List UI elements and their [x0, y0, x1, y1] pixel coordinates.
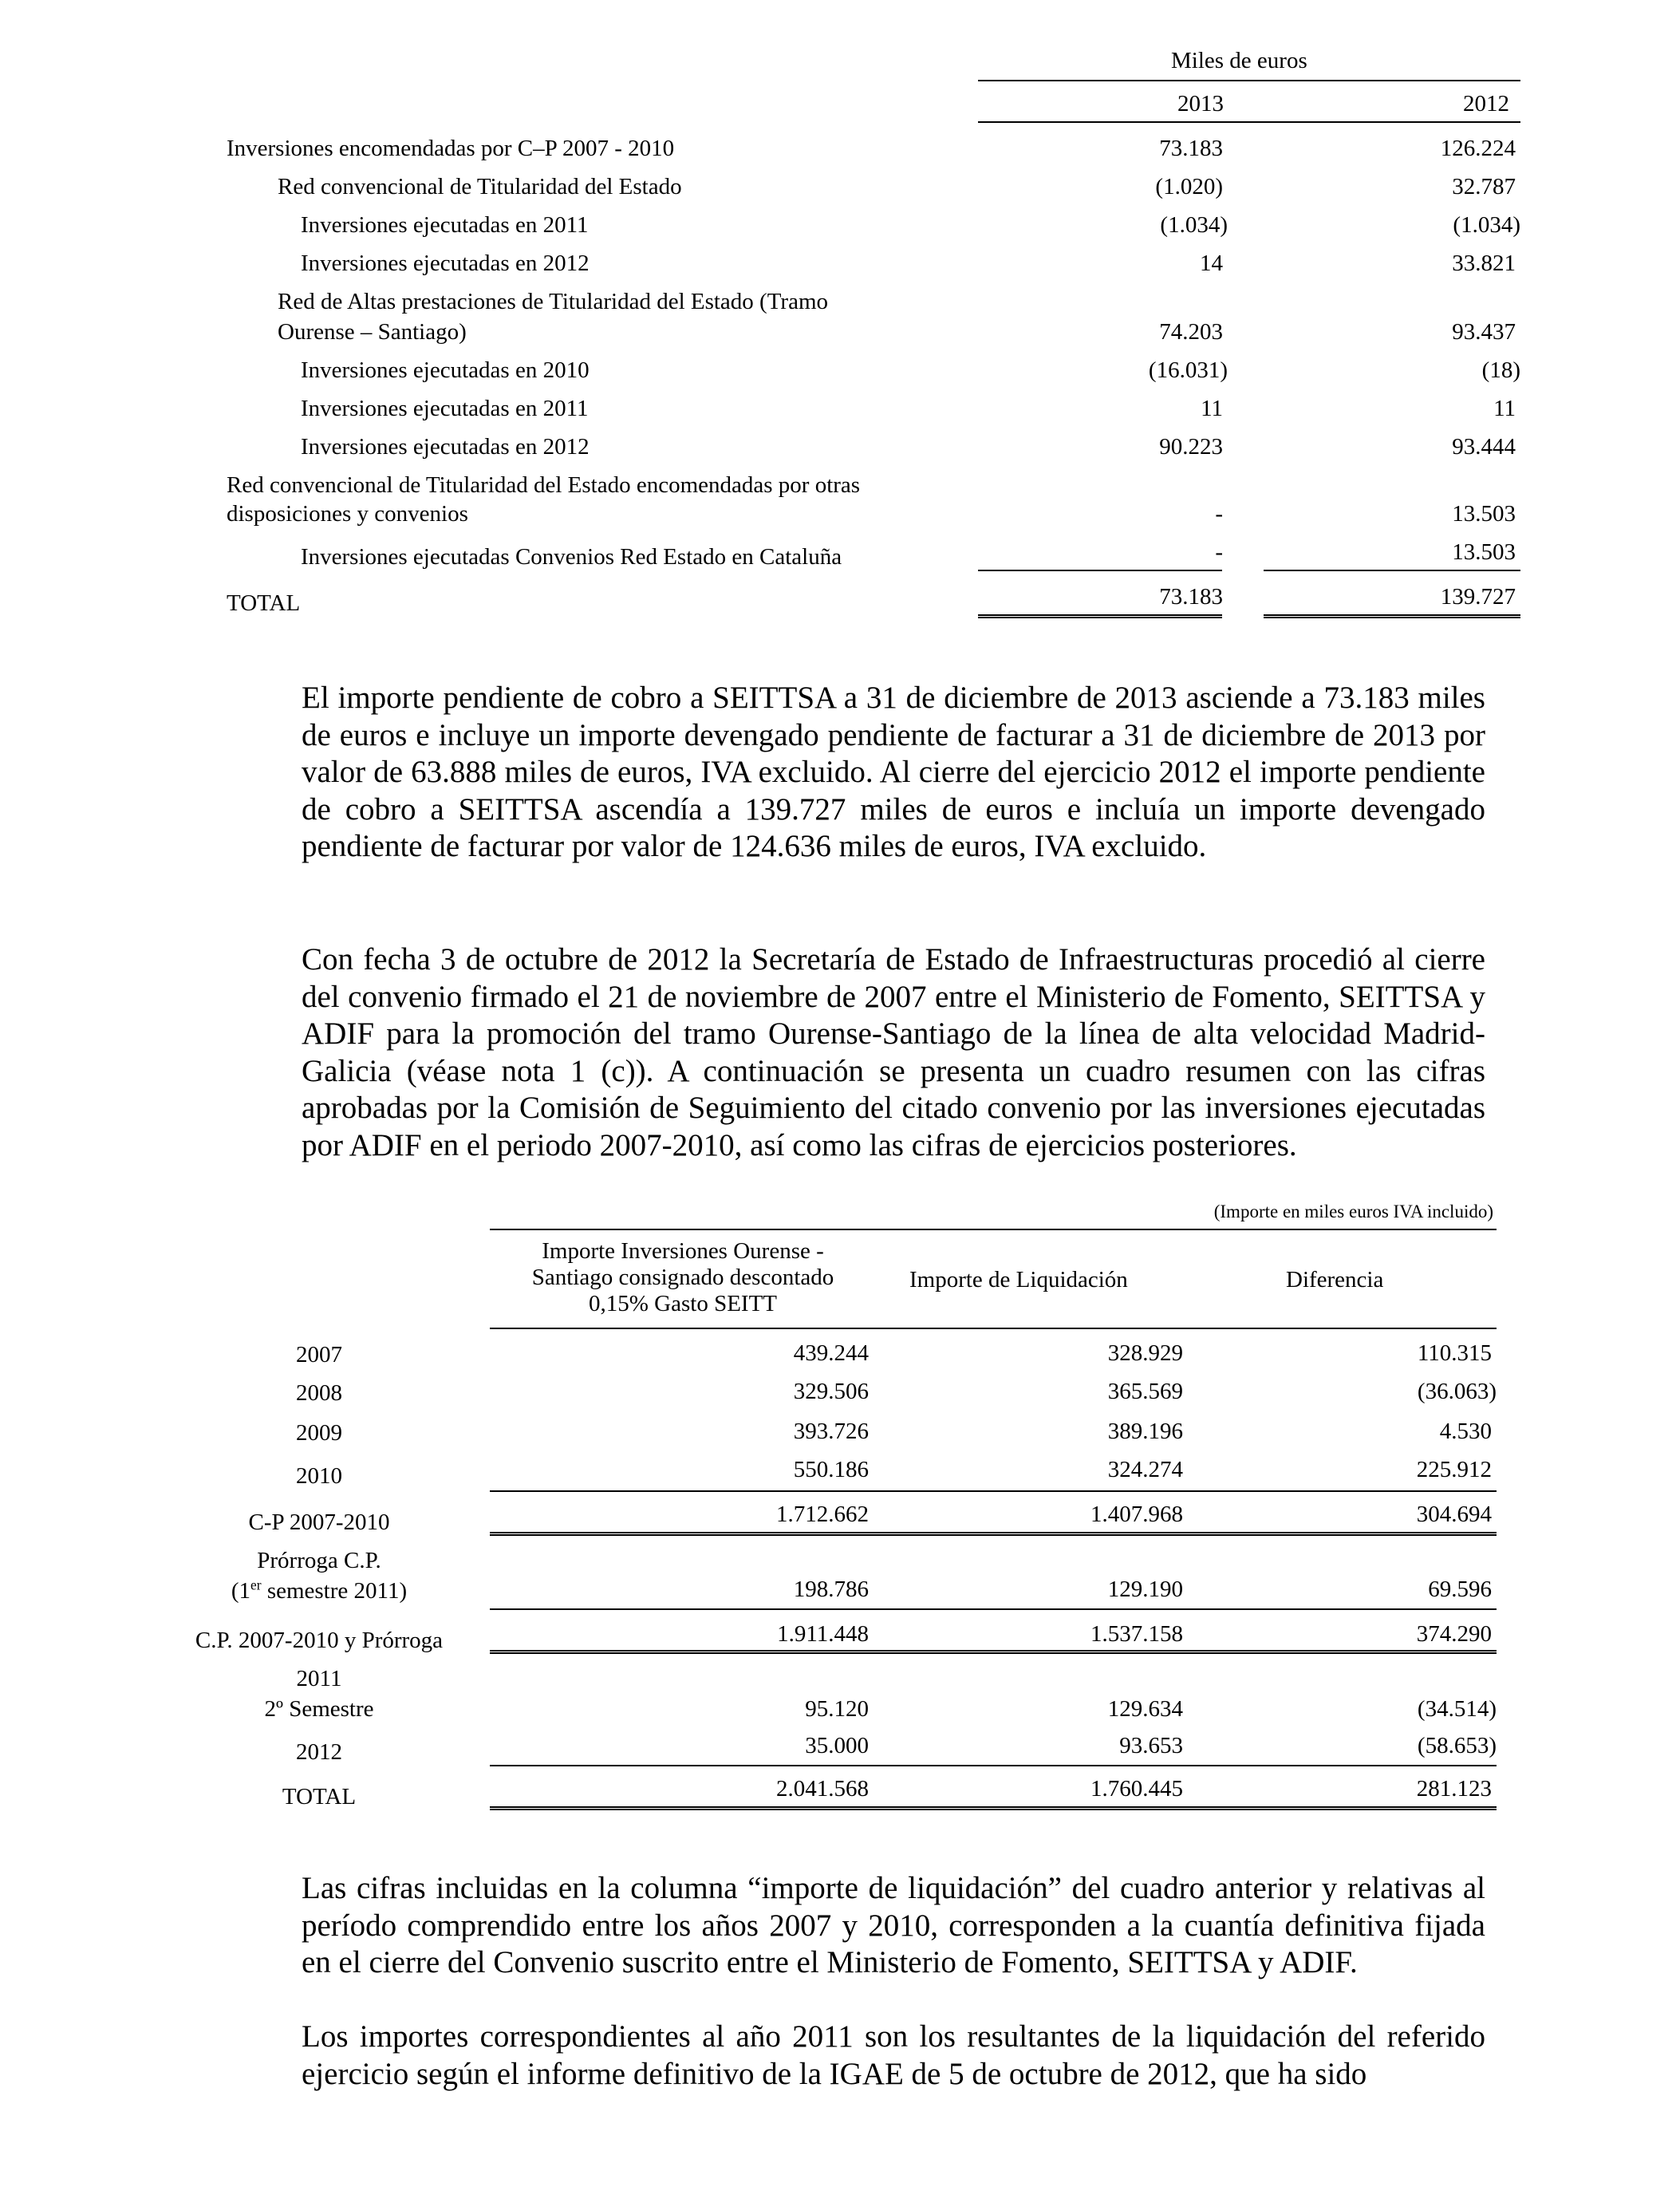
table1-subtotal-rule-2012 [1264, 570, 1520, 571]
table1-col-2012: 2012 [1463, 91, 1509, 116]
table1-col-2013: 2013 [1177, 91, 1224, 116]
row-label: Inversiones ejecutadas en 2011 [301, 212, 589, 238]
table1-col-rule [978, 121, 1520, 123]
row-label: C-P 2007-2010 [248, 1510, 390, 1535]
table1-total-rule-2013 [978, 614, 1222, 618]
row-value-2013: 90.223 [1159, 434, 1223, 460]
row-value-liquidation: 1.407.968 [1090, 1502, 1183, 1527]
row-value-difference: (58.653) [1417, 1733, 1497, 1758]
row-value-difference: 281.123 [1416, 1776, 1492, 1802]
row-label: Inversiones ejecutadas en 2012 [301, 434, 590, 460]
row-value-difference: 110.315 [1417, 1340, 1492, 1366]
row-value-2013: 73.183 [1159, 136, 1223, 161]
paragraph-liquidation-figures: Las cifras incluidas en la columna “importe de liquidación” del cuadro anterior y relativas al período comprendido entre los años 2007 y 2010, corresponden a la cuantía definitiva fijada en el cierre del Convenio suscrito entre el Ministerio de Fomento, SEITTSA y ADIF. [302, 1871, 1485, 1979]
row-value-2013: 11 [1201, 396, 1223, 421]
row-value-2012: (18) [1481, 357, 1520, 383]
row-label: Inversiones ejecutadas Convenios Red Estado en Cataluña [301, 544, 842, 570]
row-value-2012: 139.727 [1440, 584, 1516, 610]
row-value-difference: 4.530 [1439, 1419, 1492, 1444]
row-value-investment: 550.186 [793, 1457, 869, 1482]
row-value-difference: 225.912 [1416, 1457, 1492, 1482]
row-value-difference: 374.290 [1416, 1621, 1492, 1647]
row-label: TOTAL [282, 1784, 357, 1809]
row-label: Inversiones encomendadas por C–P 2007 - 2010 [227, 136, 675, 161]
row-label-line1: Red convencional de Titularidad del Estado encomendadas por otras [227, 472, 861, 498]
row-value-2012: 93.437 [1452, 319, 1516, 345]
row-value-investment: 329.506 [793, 1379, 869, 1404]
row-label: TOTAL [227, 590, 301, 616]
table1-subtotal-rule-2013 [978, 570, 1222, 571]
row-label-line2: disposiciones y convenios [227, 501, 468, 527]
row-label-line1: Red de Altas prestaciones de Titularidad del Estado (Tramo [278, 289, 828, 314]
row-value-2013: 74.203 [1159, 319, 1223, 345]
row-value-2012: 126.224 [1440, 136, 1516, 161]
row-value-investment: 35.000 [805, 1733, 869, 1758]
row-value-investment: 95.120 [805, 1696, 869, 1722]
table1-header-rule [978, 80, 1520, 81]
row-value-difference: 69.596 [1428, 1577, 1492, 1602]
row-label: C.P. 2007-2010 y Prórroga [195, 1628, 444, 1653]
row-value-2012: 13.503 [1452, 501, 1516, 527]
row-value-investment: 2.041.568 [776, 1776, 869, 1802]
row-value-liquidation: 324.274 [1107, 1457, 1183, 1482]
row-label: Inversiones ejecutadas en 2012 [301, 251, 590, 276]
row-value-investment: 198.786 [793, 1577, 869, 1602]
row-value-liquidation: 328.929 [1107, 1340, 1183, 1366]
row-value-2013: (1.020) [1155, 174, 1223, 199]
table1-unit-header: Miles de euros [1171, 48, 1307, 73]
paragraph-convenio-closure: Con fecha 3 de octubre de 2012 la Secretaría de Estado de Infraestructuras procedió al cierre del convenio firmado el 21 de noviembre de 2007 entre el Ministerio de Fomento, SEITTSA y ADIF para la promoción del tramo Ourense-Santiago de la línea de alta velocidad Madrid-Galicia (véase nota 1 (c)). A continuación se presenta un cuadro resumen con las cifras aprobadas por la Comisión de Seguimiento del citado convenio por las inversiones ejecutadas por ADIF en el periodo 2007-2010, así como las cifras de ejercicios posteriores. [302, 942, 1485, 1162]
row-label-line2: Ourense – Santiago) [278, 319, 467, 345]
table2-subtotal-double-rule-2 [490, 1650, 1497, 1654]
table1-total-rule-2012 [1264, 614, 1520, 618]
table2-col1-header: Importe Inversiones Ourense - Santiago consignado descontado 0,15% Gasto SEITT [531, 1238, 834, 1316]
row-value-liquidation: 365.569 [1107, 1379, 1183, 1404]
row-label: 2009 [296, 1420, 342, 1446]
row-value-2013: (16.031) [1148, 357, 1228, 383]
row-value-2013: 73.183 [1159, 584, 1223, 610]
row-label: Inversiones ejecutadas en 2011 [301, 396, 589, 421]
paragraph-2011-amounts: Los importes correspondientes al año 2011 son los resultantes de la liquidación del referido ejercicio según el informe definitivo de la IGAE de 5 de octubre de 2012, que ha sido [302, 2019, 1485, 2091]
row-label: 2008 [296, 1380, 342, 1406]
table2-col3-header: Diferencia [1286, 1267, 1384, 1292]
row-value-liquidation: 93.653 [1119, 1733, 1183, 1758]
table2-top-rule [490, 1229, 1497, 1230]
paragraph-seittsa-balance: El importe pendiente de cobro a SEITTSA a 31 de diciembre de 2013 asciende a 73.183 miles de euros e incluye un importe devengado pendiente de facturar a 31 de diciembre de 2013 por valor de 63.888 miles de euros, IVA excluido. Al cierre del ejercicio 2012 el importe pendiente de cobro a SEITTSA ascendía a 139.727 miles de euros e incluía un importe devengado pendiente de facturar por valor de 124.636 miles de euros, IVA excluido. [302, 681, 1485, 863]
row-value-liquidation: 129.190 [1107, 1577, 1183, 1602]
row-value-liquidation: 129.634 [1107, 1696, 1183, 1722]
row-label: 2010 [296, 1463, 342, 1489]
row-value-difference: 304.694 [1416, 1502, 1492, 1527]
row-label-line2: 2º Semestre [264, 1696, 374, 1722]
row-label: 2007 [296, 1342, 342, 1367]
table2-total-double-rule [490, 1806, 1497, 1810]
row-value-liquidation: 389.196 [1107, 1419, 1183, 1444]
row-value-2012: 11 [1493, 396, 1516, 421]
row-label-line1: 2011 [296, 1666, 342, 1691]
row-value-2012: 32.787 [1452, 174, 1516, 199]
row-value-2013: - [1215, 539, 1223, 565]
row-value-2013: - [1215, 501, 1223, 527]
row-value-2013: 14 [1200, 251, 1223, 276]
row-value-investment: 439.244 [793, 1340, 869, 1366]
row-value-investment: 1.911.448 [777, 1621, 869, 1647]
table2-subtotal-rule-1 [490, 1490, 1497, 1492]
row-value-investment: 1.712.662 [776, 1502, 869, 1527]
table2-subtotal-rule-2 [490, 1608, 1497, 1610]
table2-total-rule [490, 1765, 1497, 1766]
row-label-line1: Prórroga C.P. [257, 1548, 381, 1573]
row-value-difference: (34.514) [1417, 1696, 1497, 1722]
row-value-2012: 13.503 [1452, 539, 1516, 565]
row-label: 2012 [296, 1739, 342, 1765]
row-value-liquidation: 1.760.445 [1090, 1776, 1183, 1802]
row-value-2012: 93.444 [1452, 434, 1516, 460]
row-value-2012: 33.821 [1452, 251, 1516, 276]
table2-header-rule [490, 1328, 1497, 1329]
row-value-2013: (1.034) [1160, 212, 1228, 238]
row-value-liquidation: 1.537.158 [1090, 1621, 1183, 1647]
row-value-difference: (36.063) [1417, 1379, 1497, 1404]
row-label-line2: (1er semestre 2011) [231, 1577, 408, 1604]
table2-unit-note: (Importe en miles euros IVA incluido) [1213, 1202, 1493, 1221]
table2-subtotal-double-rule-1 [490, 1532, 1497, 1536]
row-value-investment: 393.726 [793, 1419, 869, 1444]
table2-col2-header: Importe de Liquidación [909, 1267, 1128, 1292]
row-label: Red convencional de Titularidad del Estado [278, 174, 682, 199]
row-label: Inversiones ejecutadas en 2010 [301, 357, 590, 383]
row-value-2012: (1.034) [1453, 212, 1520, 238]
